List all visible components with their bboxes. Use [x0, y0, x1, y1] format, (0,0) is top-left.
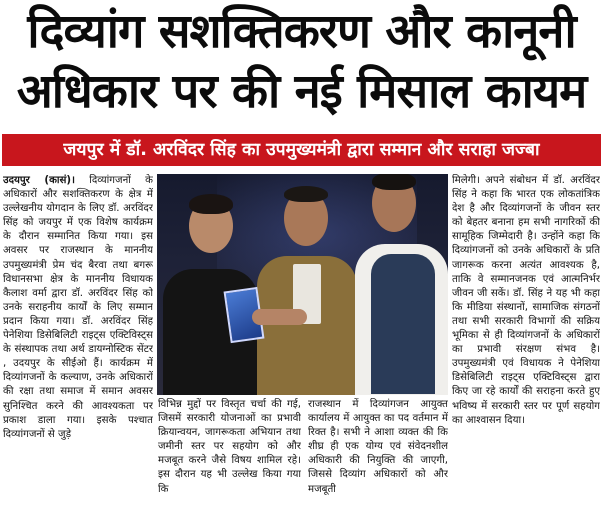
article-column-1	[3, 174, 153, 511]
headline-line-2: अधिकार पर की नई मिसाल कायम	[16, 64, 587, 119]
event-photo	[157, 174, 448, 395]
headline-line-1: दिव्यांग सशक्तिकरण और कानूनी	[27, 4, 576, 59]
headline	[0, 0, 603, 128]
article-column-3: राजस्थान में दिव्यांगजन आयुक्त कार्यालय में आयुक्त का पद वर्तमान में रिक्त है। सभी ने आशा व्यक्त की कि शीघ्र ही एक योग्य एवं संवेदनशील अधिकारी की नियुक्ति की जाएगी, जिससे दिव्यांग अधिकारों को और मजबूती	[308, 399, 448, 495]
dateline: उदयपुर (कासं)।	[3, 175, 75, 186]
article-column-4: मिलेगी। अपने संबोधन में डॉ. अरविंदर सिंह ने कहा कि भारत एक लोकतांत्रिक देश है और दिव्यांगजनों के जीवन स्तर को बेहतर बनाना हम सभी नागरिकों की सामूहिक जिम्मेदारी है। उन्होंने कहा कि दिव्यांगजनों को उनके अधिकारों के प्रति जागरूक करना अत्यंत आवश्यक है, ताकि वे सम्मानजनक एवं आत्मनिर्भर जीवन जी सकें। डॉ. सिंह ने यह भी कहा कि मीडिया संस्थानों, सामाजिक संगठनों तथा सभी सरकारी विभागों की सक्रिय भूमिका से ही दिव्यांगजनों के अधिकारों का प्रभावी संरक्षण संभव है। उपमुख्यमंत्री एवं विधायक ने पेनेशिया डिसेबिलिटी राइट्स एक्टिविस्ट्स द्वारा किए जा रहे कार्यों की सराहना करते हुए भविष्य में सरकारी स्तर पर पूर्ण सहयोग का आश्वासन दिया।	[452, 175, 600, 426]
article-column-1-text: दिव्यांगजनों के अधिकारों और सशक्तिकरण के क्षेत्र में उल्लेखनीय योगदान के लिए डॉ. अरविंदर सिंह को जयपुर में एक विशेष कार्यक्रम के दौरान सम्मानित किया गया। इस अवसर पर राजस्थान के माननीय उपमुख्यमंत्री प्रेम चंद बैरवा तथा बगरू विधानसभा क्षेत्र के माननीय विधायक कैलाश वर्मा द्वारा डॉ. अरविंदर सिंह को उनके सराहनीय कार्यों के लिए सम्मान प्रदान किया गया। डॉ. अरविंदर सिंह पेनेशिया डिसेबिलिटी राइट्स एक्टिविस्ट्स के संस्थापक तथा अर्थ डायग्नोस्टिक सेंटर , उदयपुर के सीईओ हैं। कार्यक्रम में दिव्यांगजनों के कल्याण, उनके अधिकारों की रक्षा तथा समाज में समान अवसर सुनिश्चित करने की आवश्यकता पर प्रकाश डाला गया। इसके पश्चात दिव्यांगजनों से जुड़े	[3, 175, 153, 440]
sub-headline-banner: जयपुर में डॉ. अरविंदर सिंह का उपमुख्यमंत्री द्वारा सम्मान और सराहा जज्बा	[2, 134, 601, 166]
hands	[252, 309, 307, 325]
article-column-2: विभिन्न मुद्दों पर विस्तृत चर्चा की गई, जिसमें सरकारी योजनाओं का प्रभावी क्रियान्वयन, जागरूकता अभियान तथा जमीनी स्तर पर सहयोग को और मजबूत करने जैसे विषय शामिल रहे। इस दौरान यह भी उल्लेख किया गया कि	[158, 399, 301, 495]
